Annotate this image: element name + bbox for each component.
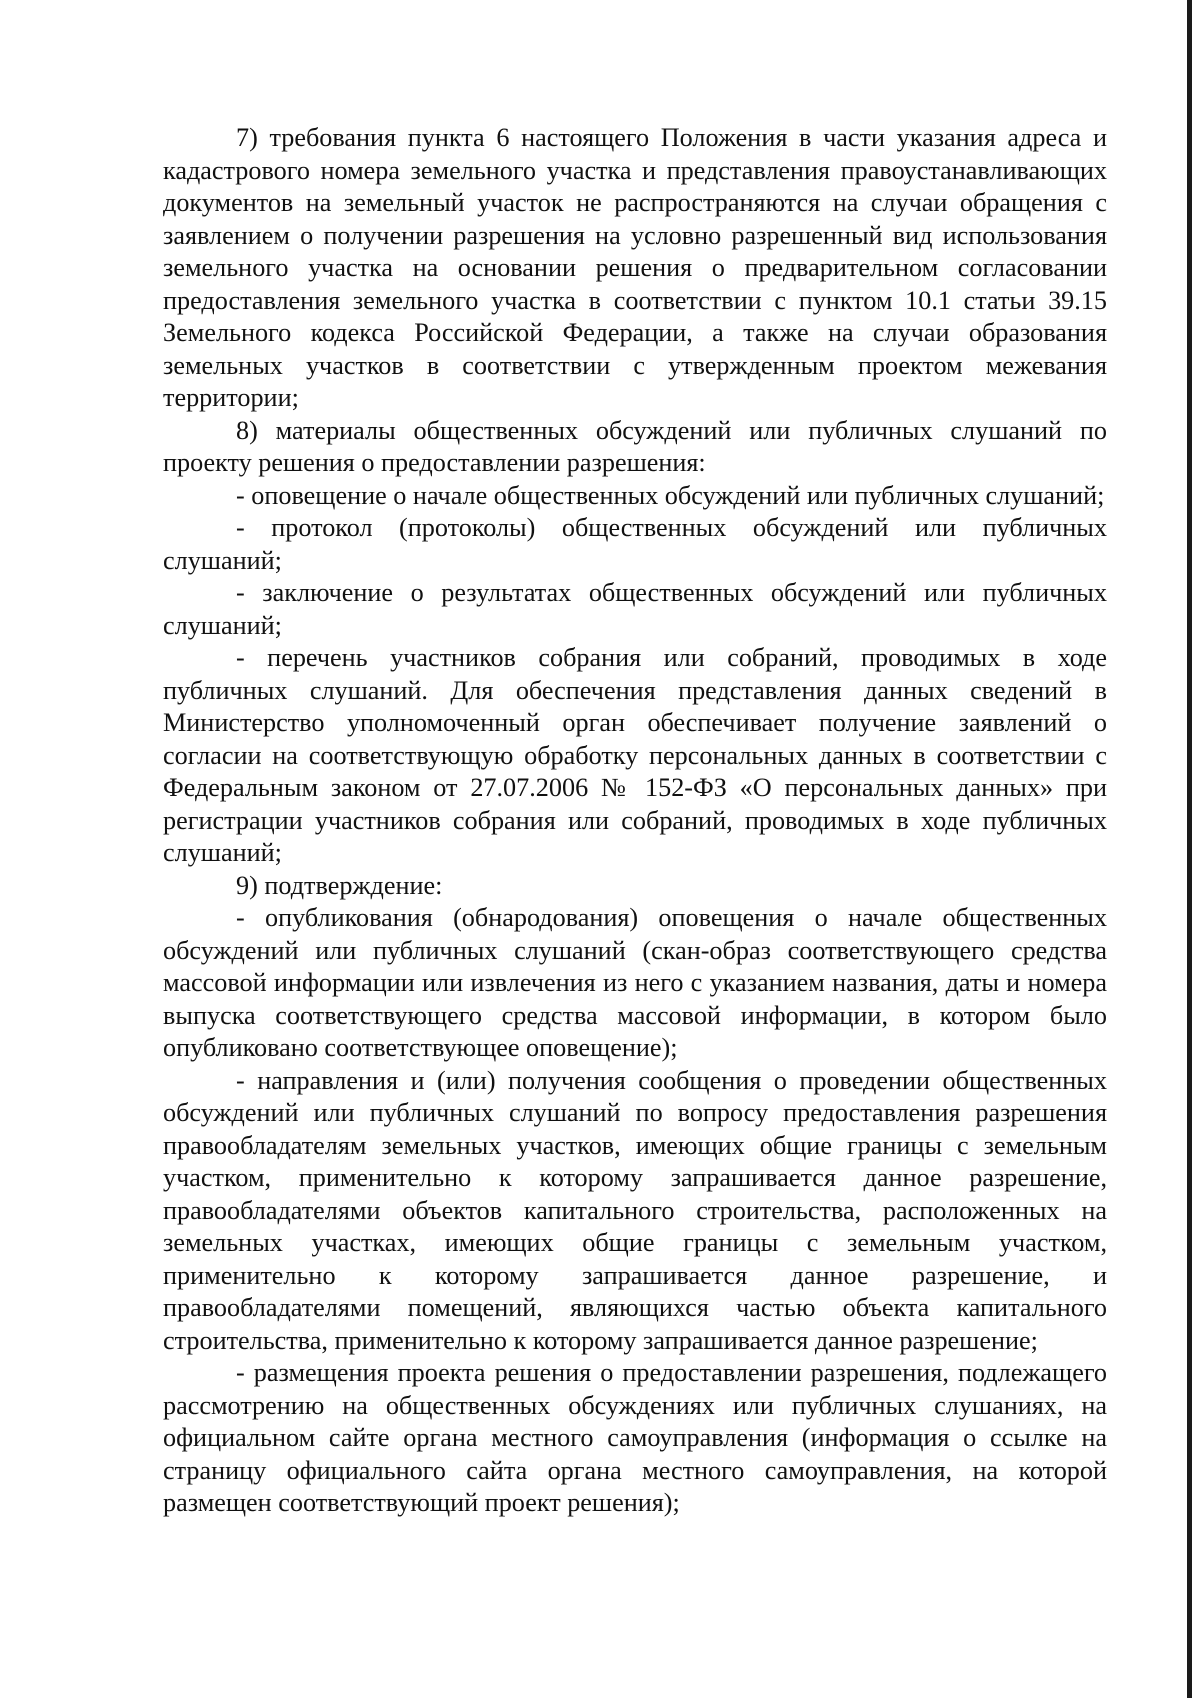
scan-edge-line	[1187, 0, 1192, 1698]
paragraph-item-9: 9) подтверждение:	[236, 870, 443, 900]
list-item-notification: - оповещение о начале общественных обсуждений или публичных слушаний;	[236, 480, 1105, 510]
list-item-protocol: - протокол (протоколы) общественных обсуждений или публичных слушаний;	[163, 513, 1107, 575]
list-item-participants: - перечень участников собрания или собраний, проводимых в ходе публичных слушаний. Для обеспечения представления данных сведений в Министерство уполномоченный орган обеспечивает получение заявлений о согласии на соответствующую обработку персональных данных в соответствии с Федеральным законом от 27.07.2006 № 152-ФЗ «О персональных данных» при регистрации участников собрания или собраний, проводимых в ходе публичных слушаний;	[163, 643, 1107, 867]
list-item-conclusion: - заключение о результатах общественных обсуждений или публичных слушаний;	[163, 578, 1107, 640]
list-item-placement: - размещения проекта решения о предоставлении разрешения, подлежащего рассмотрению на общественных обсуждениях или публичных слушаниях, на официальном сайте органа местного самоуправления (информация о ссылке на страницу официального сайта органа местного самоуправления, на которой размещен соответствующий проект решения);	[163, 1358, 1107, 1517]
list-item-message: - направления и (или) получения сообщения о проведении общественных обсуждений или публичных слушаний по вопросу предоставления разрешения правообладателям земельных участков, имеющих общие границы с земельным участком, применительно к которому запрашивается данное разрешение, правообладателями объектов капитального строительства, расположенных на земельных участках, имеющих общие границы с земельным участком, применительно к которому запрашивается данное разрешение, и правообладателями помещений, являющихся частью объекта капитального строительства, применительно к которому запрашивается данное разрешение;	[163, 1065, 1107, 1355]
paragraph-item-8: 8) материалы общественных обсуждений или публичных слушаний по проекту решения о предоставлении разрешения:	[163, 415, 1107, 477]
paragraph-item-7: 7) требования пункта 6 настоящего Положения в части указания адреса и кадастрового номера земельного участка и представления правоустанавливающих документов на земельный участок не распространяются на случаи обращения с заявлением о получении разрешения на условно разрешенный вид использования земельного участка на основании решения о предварительном согласовании предоставления земельного участка в соответствии с пунктом 10.1 статьи 39.15 Земельного кодекса Российской Федерации, а также на случаи образования земельных участков в соответствии с утвержденным проектом межевания территории;	[163, 123, 1107, 412]
document-body	[163, 122, 1107, 1520]
list-item-publication: - опубликования (обнародования) оповещения о начале общественных обсуждений или публичных слушаний (скан-образ соответствующего средства массовой информации или извлечения из него с указанием названия, даты и номера выпуска соответствующего средства массовой информации, в котором было опубликовано соответствующее оповещение);	[163, 903, 1107, 1062]
